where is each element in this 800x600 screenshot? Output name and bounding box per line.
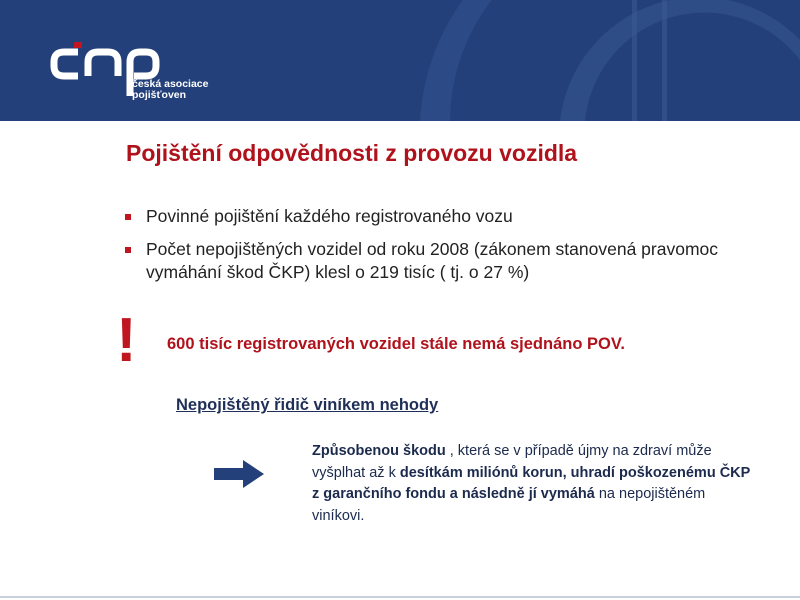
sub-heading: Nepojištěný řidič viníkem nehody [176,396,439,414]
cap-logo [48,38,208,108]
desc-bold-3: desítkám miliónů korun, uhradí poškozenému ČKP z garančního fondu a následně jí vymáhá [312,464,751,502]
bottom-divider [0,596,800,598]
desc-text-4: na nepojištěném viníkovi. [312,486,706,524]
description-text [312,441,752,527]
bullet-item: Počet nepojištěných vozidel od roku 2008 (zákonem stanovená pravomoc vymáhání škod ČKP) klesl o 219 tisíc ( tj. o 27 %) [124,238,764,284]
bullet-list [124,205,764,294]
alert-text: 600 tisíc registrovaných vozidel stále nemá sjednáno POV. [167,335,625,353]
slide-title: Pojištění odpovědnosti z provozu vozidla [126,140,578,166]
logo-line-2: pojišťoven [132,89,187,101]
logo-line-1: česká asociace [132,78,209,90]
logo-caption [132,79,208,101]
arrow-right-icon [214,460,266,488]
header-banner [0,0,800,121]
exclamation-icon: ! [116,306,137,375]
bullet-item: Povinné pojištění každého registrovaného vozu [124,205,764,228]
desc-text-2: , která se v případě újmy na zdraví může vyšplhat až k [312,443,712,481]
desc-bold-1: Způsobenou škodu [312,443,446,459]
